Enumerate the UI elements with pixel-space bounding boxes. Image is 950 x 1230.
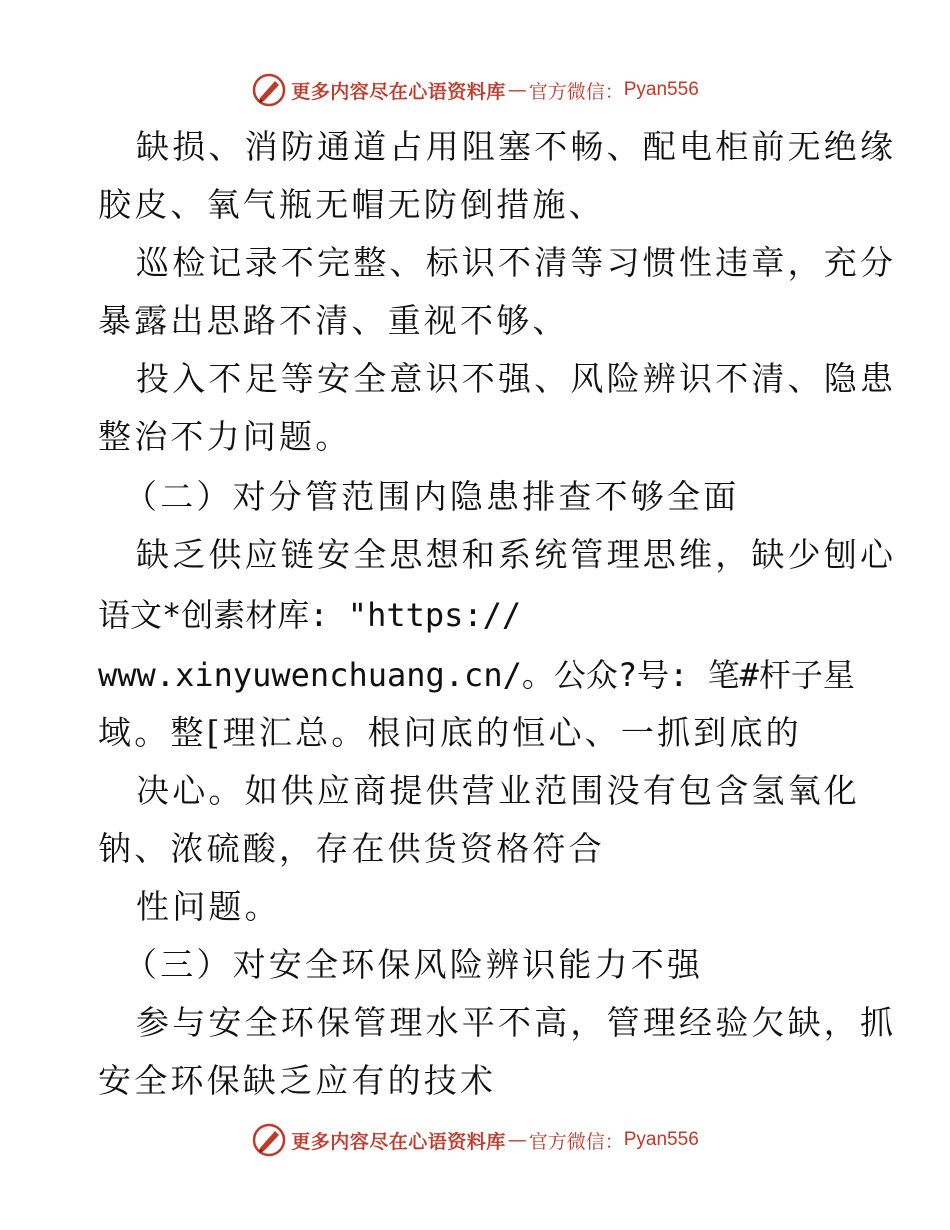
footer-separator: —: [507, 1129, 527, 1151]
paragraph-line: 钠、浓硫酸，存在供货资格符合: [98, 829, 605, 868]
paragraph-line: 缺乏供应链安全思想和系统管理思维，缺少刨心: [136, 535, 897, 574]
paragraph-line: 整治不力问题。: [98, 417, 352, 456]
footer-brand-text: 更多内容尽在心语资料库: [291, 1130, 506, 1153]
header-wechat-label: 官方微信：: [528, 80, 624, 103]
brand-logo-icon: [251, 72, 287, 108]
paragraph-line: 巡检记录不完整、标识不清等习惯性违章，充分: [136, 243, 897, 282]
paragraph-line: 缺损、消防通道占用阻塞不畅、配电柜前无绝缘: [136, 127, 897, 166]
paragraph-line: 暴露出思路不清、重视不够、: [98, 301, 569, 340]
footer-wechat-id: Pyan556: [623, 1129, 699, 1150]
brand-logo-icon: [251, 1122, 287, 1158]
paragraph-line: www.xinyuwenchuang.cn/。公众?号: 笔#杆子星: [98, 656, 855, 694]
paragraph-line: 性问题。: [136, 887, 281, 926]
header-wechat-id: Pyan556: [623, 79, 699, 100]
paragraph-line: 安全环保缺乏应有的技术: [98, 1061, 497, 1100]
footer-wechat-label: 官方微信：: [528, 1130, 624, 1153]
footer-watermark: [0, 1120, 950, 1160]
header-brand-text: 更多内容尽在心语资料库: [291, 80, 506, 103]
paragraph-line: 参与安全环保管理水平不高，管理经验欠缺，抓: [136, 1003, 897, 1042]
paragraph-line: 决心。如供应商提供营业范围没有包含氢氧化: [136, 771, 860, 810]
paragraph-line: 胶皮、氧气瓶无帽无防倒措施、: [98, 185, 605, 224]
header-watermark: [0, 70, 950, 110]
paragraph-line: 语文*创素材库: "https://: [98, 596, 522, 634]
section-heading: （三）对安全环保风险辨识能力不强: [124, 945, 704, 984]
header-separator: —: [507, 79, 527, 101]
paragraph-line: 投入不足等安全意识不强、风险辨识不清、隐患: [136, 359, 897, 398]
section-heading: （二）对分管范围内隐患排查不够全面: [124, 477, 740, 516]
paragraph-line: 域。整[理汇总。根问底的恒心、一抓到底的: [98, 713, 802, 752]
